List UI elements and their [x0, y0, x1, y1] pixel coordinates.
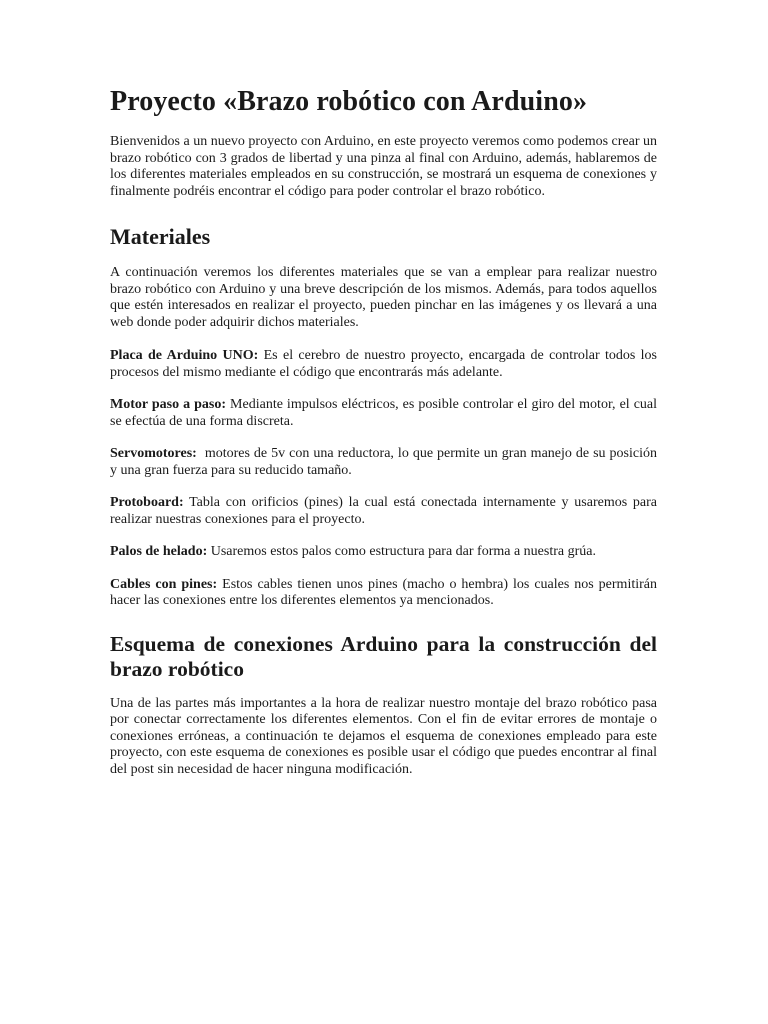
- material-item-protoboard: [110, 495, 657, 528]
- material-label: Placa de Arduino UNO:: [110, 348, 259, 363]
- material-label: Cables con pines:: [110, 576, 218, 592]
- materials-intro-paragraph: A continuación veremos los diferentes materiales que se van a emplear para realizar nuestro brazo robótico con Arduino y una breve descripción de los mismos. Además, para todos aquellos que estén interesados en realizar el proyecto, pueden pinchar en las imágenes y os llevará a una web donde poder adquirir dichos materiales.: [110, 265, 657, 330]
- material-item-popsicle-sticks: [110, 544, 657, 561]
- material-label: Servomotores:: [110, 446, 197, 461]
- material-description: Tabla con orificios (pines) la cual está conectada internamente y usaremos para realizar nuestras conexiones para el proyecto.: [110, 495, 657, 527]
- material-item-jumper-cables: [110, 577, 657, 610]
- material-label: Palos de helado:: [110, 544, 208, 559]
- material-item-arduino-uno: [110, 348, 657, 381]
- material-description: Mediante impulsos eléctricos, es posible controlar el giro del motor, el cual se efectúa de una forma discreta.: [110, 397, 658, 429]
- material-label: Protoboard:: [110, 495, 184, 510]
- material-description: Usaremos estos palos como estructura para dar forma a nuestra grúa.: [207, 544, 596, 559]
- schema-paragraph: Una de las partes más importantes a la hora de realizar nuestro montaje del brazo robótico pasa por conectar correctamente los diferentes elementos. Con el fin de evitar errores de montaje o conexiones erróneas, a continuación te dejamos el esquema de conexiones empleado para este proyecto, con este esquema de conexiones es posible usar el código que puedes encontrar al final del post sin necesidad de hacer ninguna modificación.: [110, 695, 657, 777]
- document-page: [110, 84, 661, 778]
- material-item-servomotors: [110, 446, 661, 479]
- material-label: Motor paso a paso:: [110, 397, 227, 412]
- intro-paragraph: Bienvenidos a un nuevo proyecto con Arduino, en este proyecto veremos como podemos crear un brazo robótico con 3 grados de libertad y una pinza al final con Arduino, además, hablaremos de los diferentes materiales empleados en su construcción, se mostrará un esquema de conexiones y finalmente podréis encontrar el código para poder controlar el brazo robótico.: [110, 134, 658, 199]
- material-description: Es el cerebro de nuestro proyecto, encargada de controlar todos los procesos del mismo mediante el código que encontrarás más adelante.: [110, 348, 657, 380]
- material-item-stepper-motor: [110, 397, 657, 430]
- materials-heading: Materiales: [110, 224, 211, 249]
- schema-heading: Esquema de conexiones Arduino para la construcción del brazo robótico: [110, 631, 657, 681]
- page-title: Proyecto «Brazo robótico con Arduino»: [110, 86, 588, 117]
- material-description: Estos cables tienen unos pines (macho o hembra) los cuales nos permitirán hacer las conexiones entre los diferentes elementos ya mencionados.: [110, 576, 657, 608]
- material-description: motores de 5v con una reductora, lo que permite un gran manejo de su posición y una gran fuerza para su reducido tamaño.: [110, 446, 661, 478]
